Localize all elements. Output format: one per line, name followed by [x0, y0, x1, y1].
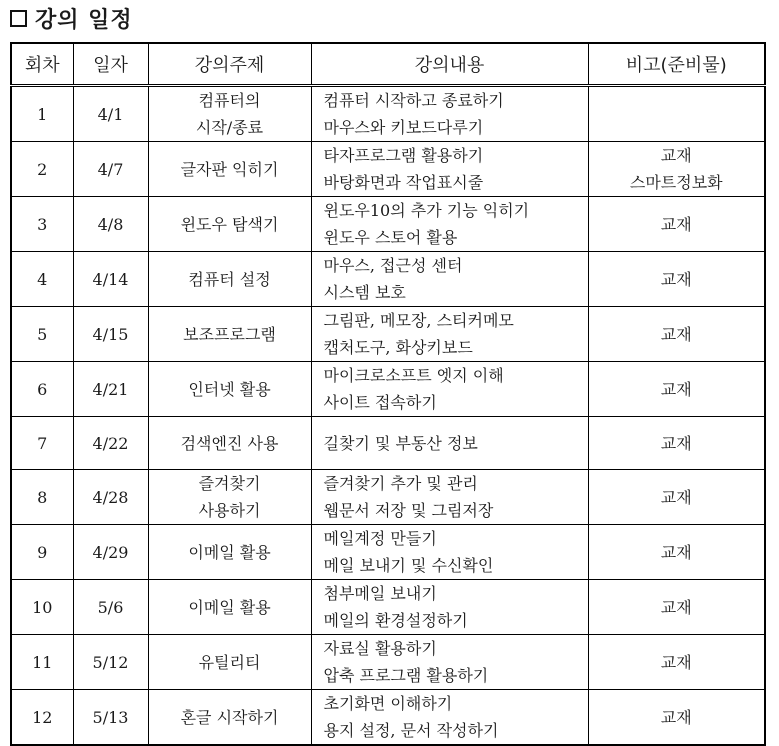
content-cell-line: 바탕화면과 작업표시줄: [323, 173, 484, 192]
date-cell: 4/15: [73, 307, 148, 362]
section-heading: [10, 3, 133, 33]
topic-cell-line: 이메일 활용: [188, 597, 271, 617]
session-cell: 5: [11, 307, 73, 362]
content-cell-line: 압축 프로그램 활용하기: [323, 666, 489, 685]
note-cell: [588, 362, 765, 417]
topic-cell: [148, 470, 311, 525]
note-cell: [588, 142, 765, 197]
session-cell: 10: [11, 580, 73, 635]
date-cell: 4/14: [73, 252, 148, 307]
content-cell-line: 캡처도구, 화상키보드: [323, 338, 473, 357]
content-cell-line: 첨부메일 보내기: [323, 584, 437, 603]
date-cell: 4/7: [73, 142, 148, 197]
topic-cell-line: 혼글 시작하기: [180, 707, 279, 727]
date-cell: 4/1: [73, 86, 148, 142]
topic-cell: [148, 580, 311, 635]
content-cell-line: 메일 보내기 및 수신확인: [323, 556, 494, 575]
topic-cell: [148, 690, 311, 746]
header-content: 강의내용: [311, 43, 588, 86]
date-cell: 5/6: [73, 580, 148, 635]
topic-cell: [148, 417, 311, 470]
content-cell: [311, 635, 588, 690]
date-cell: 4/8: [73, 197, 148, 252]
date-cell: 5/12: [73, 635, 148, 690]
table-row: [11, 580, 765, 635]
content-cell-line: 시스템 보호: [323, 283, 406, 302]
table-row: [11, 362, 765, 417]
date-cell: 4/21: [73, 362, 148, 417]
schedule-table: [10, 42, 766, 746]
table-row: [11, 197, 765, 252]
topic-cell: [148, 252, 311, 307]
note-cell: [588, 525, 765, 580]
note-cell: [588, 417, 765, 470]
note-cell: [588, 197, 765, 252]
table-row: [11, 307, 765, 362]
session-cell: 8: [11, 470, 73, 525]
date-cell: 4/22: [73, 417, 148, 470]
topic-cell: [148, 525, 311, 580]
content-cell-line: 자료실 활용하기: [323, 639, 437, 658]
session-cell: 12: [11, 690, 73, 746]
content-cell: [311, 142, 588, 197]
topic-cell-line: 시작/종료: [195, 118, 264, 137]
note-cell: [588, 690, 765, 746]
topic-cell-line: 인터넷 활용: [188, 379, 271, 399]
topic-cell: [148, 362, 311, 417]
section-title: 강의 일정: [35, 7, 133, 33]
date-cell: 4/29: [73, 525, 148, 580]
topic-cell-line: 보조프로그램: [183, 324, 276, 344]
header-note: 비고(준비물): [588, 43, 765, 86]
topic-cell: [148, 86, 311, 142]
content-cell-line: 타자프로그램 활용하기: [323, 146, 484, 165]
note-cell-line: 교재: [660, 652, 692, 672]
note-cell: [588, 635, 765, 690]
session-cell: 4: [11, 252, 73, 307]
topic-cell: [148, 142, 311, 197]
content-cell-line: 즐겨찾기 추가 및 관리: [323, 474, 478, 493]
content-cell-line: 마이크로소프트 엣지 이해: [323, 366, 504, 385]
table-row: [11, 417, 765, 470]
note-cell: [588, 580, 765, 635]
table-row: [11, 86, 765, 142]
content-cell: [311, 417, 588, 470]
table-row: [11, 252, 765, 307]
topic-cell-line: 이메일 활용: [188, 542, 271, 562]
content-cell-line: 초기화면 이해하기: [323, 694, 453, 713]
content-cell: [311, 580, 588, 635]
session-cell: 2: [11, 142, 73, 197]
note-cell: [588, 307, 765, 362]
note-cell-line: 교재: [660, 214, 692, 234]
content-cell: [311, 362, 588, 417]
content-cell-line: 컴퓨터 시작하고 종료하기: [323, 91, 504, 110]
table-row: [11, 635, 765, 690]
session-cell: 7: [11, 417, 73, 470]
session-cell: 9: [11, 525, 73, 580]
date-cell: 5/13: [73, 690, 148, 746]
content-cell-line: 길찾기 및 부동산 정보: [323, 433, 478, 453]
note-cell-line: 교재: [660, 379, 692, 399]
note-cell-line: 스마트정보화: [629, 173, 723, 192]
date-cell: 4/28: [73, 470, 148, 525]
content-cell: [311, 252, 588, 307]
note-cell-line: 교재: [660, 542, 692, 562]
header-date: 일자: [73, 43, 148, 86]
topic-cell-line: 유틸리티: [198, 652, 261, 672]
content-cell-line: 마우스, 접근성 센터: [323, 256, 463, 275]
topic-cell-line: 즐겨찾기: [198, 474, 261, 493]
table-row: [11, 142, 765, 197]
content-cell-line: 용지 설정, 문서 작성하기: [323, 721, 499, 740]
topic-cell: [148, 635, 311, 690]
checkbox-square-icon: [10, 10, 27, 27]
topic-cell-line: 사용하기: [198, 501, 261, 520]
session-cell: 1: [11, 86, 73, 142]
topic-cell-line: 검색엔진 사용: [180, 433, 279, 453]
topic-cell-line: 윈도우 탐색기: [180, 214, 279, 234]
session-cell: 3: [11, 197, 73, 252]
content-cell-line: 메일의 환경설정하기: [323, 611, 468, 630]
session-cell: 11: [11, 635, 73, 690]
topic-cell-line: 컴퓨터의: [198, 91, 261, 110]
content-cell-line: 윈도우10의 추가 기능 익히기: [323, 201, 530, 220]
table-row: [11, 525, 765, 580]
note-cell: [588, 86, 765, 142]
note-cell-line: 교재: [660, 324, 692, 344]
note-cell-line: 교재: [660, 707, 692, 727]
note-cell-line: 교재: [660, 433, 692, 453]
content-cell-line: 메일계정 만들기: [323, 529, 437, 548]
schedule-body: [11, 86, 765, 746]
content-cell: [311, 690, 588, 746]
note-cell-line: 교재: [660, 487, 692, 507]
note-cell-line: 교재: [660, 597, 692, 617]
content-cell: [311, 525, 588, 580]
table-row: [11, 470, 765, 525]
content-cell: [311, 197, 588, 252]
topic-cell-line: 글자판 익히기: [180, 159, 279, 179]
content-cell: [311, 470, 588, 525]
note-cell: [588, 252, 765, 307]
content-cell-line: 윈도우 스토어 활용: [323, 228, 458, 247]
content-cell-line: 사이트 접속하기: [323, 393, 437, 412]
topic-cell: [148, 197, 311, 252]
topic-cell-line: 컴퓨터 설정: [188, 269, 271, 289]
header-row: [11, 43, 765, 86]
session-cell: 6: [11, 362, 73, 417]
content-cell-line: 그림판, 메모장, 스티커메모: [323, 311, 514, 330]
header-topic: 강의주제: [148, 43, 311, 86]
content-cell-line: 웹문서 저장 및 그림저장: [323, 501, 494, 520]
table-row: [11, 690, 765, 746]
content-cell-line: 마우스와 키보드다루기: [323, 118, 484, 137]
note-cell-line: 교재: [660, 146, 692, 165]
topic-cell: [148, 307, 311, 362]
content-cell: [311, 307, 588, 362]
note-cell: [588, 470, 765, 525]
note-cell-line: 교재: [660, 269, 692, 289]
content-cell: [311, 86, 588, 142]
header-session: 회차: [11, 43, 73, 86]
